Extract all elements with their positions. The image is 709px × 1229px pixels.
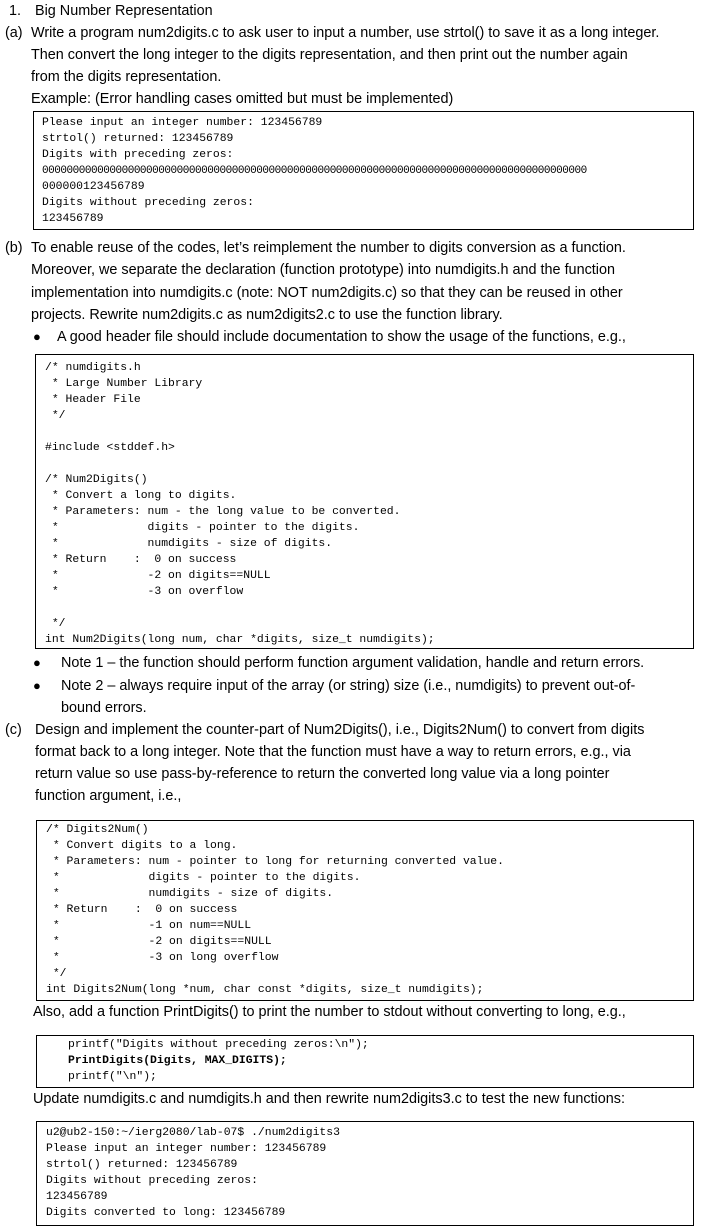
part-a-line: from the digits representation.: [31, 69, 222, 85]
part-c-line: function argument, i.e.,: [35, 788, 182, 804]
code-line: * Parameters: num - the long value to be converted.: [45, 506, 401, 518]
terminal-output-box: [36, 1121, 694, 1226]
code-line: */: [46, 968, 67, 980]
update-text: Update numdigits.c and numdigits.h and then rewrite num2digits3.c to test the new functions:: [33, 1091, 625, 1107]
code-line: printf("Digits without preceding zeros:\n");: [68, 1039, 369, 1051]
part-c-line: Design and implement the counter-part of Num2Digits(), i.e., Digits2Num() to convert from digits: [35, 722, 645, 738]
code-line: Please input an integer number: 123456789: [42, 117, 323, 129]
code-line: * -3 on long overflow: [46, 952, 279, 964]
also-text: Also, add a function PrintDigits() to print the number to stdout without converting to long, e.g.,: [33, 1004, 626, 1020]
printdigits-code-box: [36, 1035, 694, 1088]
bullet-dot: ●: [33, 655, 41, 670]
part-c-line: return value so use pass-by-reference to return the converted long value via a long pointer: [35, 766, 610, 782]
code-line: * Parameters: num - pointer to long for returning converted value.: [46, 856, 504, 868]
code-line: * -2 on digits==NULL: [45, 570, 271, 582]
code-line: * Convert digits to a long.: [46, 840, 238, 852]
terminal-line: strtol() returned: 123456789: [46, 1159, 238, 1171]
part-b-line: Moreover, we separate the declaration (function prototype) into numdigits.h and the function: [31, 262, 615, 278]
code-line: * Return : 0 on success: [45, 554, 237, 566]
section-number: 1.: [9, 3, 22, 19]
code-line: * digits - pointer to the digits.: [45, 522, 360, 534]
terminal-line: Digits converted to long: 123456789: [46, 1207, 286, 1219]
digits2num-code-box: [36, 820, 694, 1001]
code-line: #include <stddef.h>: [45, 442, 175, 454]
part-b-label: (b): [5, 240, 23, 256]
terminal-line: Please input an integer number: 123456789: [46, 1143, 327, 1155]
code-line: * Header File: [45, 394, 141, 406]
part-a-line: Example: (Error handling cases omitted but must be implemented): [31, 91, 454, 107]
terminal-line: u2@ub2-150:~/ierg2080/lab-07$ ./num2digits3: [46, 1127, 340, 1139]
example-output-box: [33, 111, 694, 230]
section-title: Big Number Representation: [35, 3, 213, 19]
terminal-line: 123456789: [46, 1191, 108, 1203]
code-line: * Return : 0 on success: [46, 904, 238, 916]
code-line: printf("\n");: [68, 1071, 157, 1083]
code-line: Digits with preceding zeros:: [42, 149, 234, 161]
header-file-code-box: [35, 354, 694, 649]
terminal-line: Digits without preceding zeros:: [46, 1175, 258, 1187]
code-line: int Num2Digits(long num, char *digits, size_t numdigits);: [45, 634, 435, 646]
code-line: PrintDigits(Digits, MAX_DIGITS);: [68, 1055, 287, 1067]
code-line: strtol() returned: 123456789: [42, 133, 234, 145]
code-line: * numdigits - size of digits.: [45, 538, 333, 550]
code-line: * -3 on overflow: [45, 586, 244, 598]
code-line: * Convert a long to digits.: [45, 490, 237, 502]
code-line: */: [45, 410, 66, 422]
code-line: */: [45, 618, 66, 630]
code-line: Digits without preceding zeros:: [42, 197, 254, 209]
code-line: /* Digits2Num(): [46, 824, 149, 836]
code-line: 00000000000000000000000000000000000000000000000000000000000000000000000000000000000000000: [42, 165, 587, 177]
part-c-line: format back to a long integer. Note that the function must have a way to return errors, e.g., via: [35, 744, 631, 760]
code-line: * -2 on digits==NULL: [46, 936, 272, 948]
part-a-line: Write a program num2digits.c to ask user to input a number, use strtol() to save it as a long integer.: [31, 25, 660, 41]
part-a-label: (a): [5, 25, 23, 41]
code-line: * -1 on num==NULL: [46, 920, 252, 932]
code-line: * digits - pointer to the digits.: [46, 872, 361, 884]
code-line: /* numdigits.h: [45, 362, 141, 374]
note-1: Note 1 – the function should perform function argument validation, handle and return errors.: [61, 655, 645, 671]
part-b-line: To enable reuse of the codes, let’s reimplement the number to digits conversion as a function.: [31, 240, 626, 256]
code-line: int Digits2Num(long *num, char const *digits, size_t numdigits);: [46, 984, 484, 996]
bullet-text: A good header file should include documentation to show the usage of the functions, e.g.,: [57, 329, 626, 345]
code-line: 000000123456789: [42, 181, 145, 193]
note-2-line: bound errors.: [61, 700, 147, 716]
bullet-dot: ●: [33, 678, 41, 693]
code-line: * numdigits - size of digits.: [46, 888, 334, 900]
part-a-line: Then convert the long integer to the digits representation, and then print out the number again: [31, 47, 628, 63]
code-line: /* Num2Digits(): [45, 474, 148, 486]
note-2-line: Note 2 – always require input of the array (or string) size (i.e., numdigits) to prevent out-of-: [61, 678, 636, 694]
code-line: * Large Number Library: [45, 378, 203, 390]
bullet-dot: ●: [33, 329, 41, 344]
code-line: 123456789: [42, 213, 104, 225]
part-b-line: projects. Rewrite num2digits.c as num2digits2.c to use the function library.: [31, 307, 503, 323]
part-c-label: (c): [5, 722, 22, 738]
part-b-line: implementation into numdigits.c (note: NOT num2digits.c) so that they can be reused in other: [31, 285, 623, 301]
